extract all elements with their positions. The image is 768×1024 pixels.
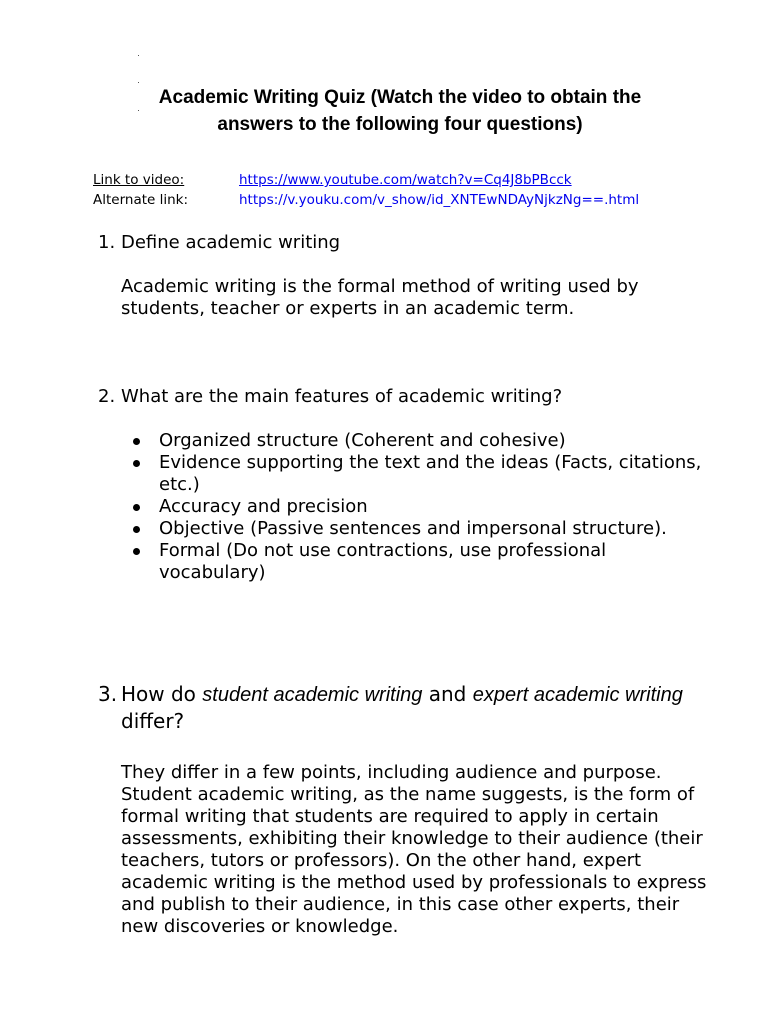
question-text-part: and [422,682,473,706]
question-number: 3. [98,682,118,706]
video-link[interactable]: https://www.youtube.com/watch?v=Cq4J8bPBcck [239,172,572,188]
question-text-part: How do [121,682,203,706]
question-number: 2. [98,386,116,407]
list-item: Objective (Passive sentences and impersonal structure). [121,518,708,540]
list-item: Organized structure (Coherent and cohesive) [121,430,708,452]
question-3 [98,681,708,938]
links-block [93,170,639,210]
question-number: 1. [98,232,116,253]
question-text: What are the main features of academic writing? [121,386,563,407]
alternate-link-label: Alternate link: [93,192,189,208]
answer-text: They differ in a few points, including audience and purpose. Student academic writing, as the name suggests, is the form of formal writing that students are required to apply in certain assessments, exhibiting their knowledge to their audience (their teachers, tutors or professors). On the other hand, expert academic writing is the method used by professionals to express and publish to their audience, in this case other experts, their new discoveries or knowledge. [121,762,707,937]
page-title: Academic Writing Quiz (Watch the video to obtain the answers to the following four questions) [158,87,642,135]
stray-mark [138,82,139,83]
list-item: Evidence supporting the text and the ideas (Facts, citations, etc.) [121,452,708,496]
question-text-emphasis: student academic writing [202,684,423,706]
feature-list [121,430,708,584]
answer-text: Academic writing is the formal method of writing used by students, teacher or experts in an academic term. [121,276,639,319]
question-text-emphasis: expert academic writing [472,684,683,706]
video-link-row [93,170,639,190]
alternate-link-row [93,190,639,210]
stray-mark [138,55,139,56]
list-item: Formal (Do not use contractions, use professional vocabulary) [121,540,708,584]
video-link-label: Link to video: [93,172,185,188]
question-text: Define academic writing [121,232,341,253]
list-item: Accuracy and precision [121,496,708,518]
question-1 [98,232,708,320]
question-2 [98,386,708,584]
question-text [121,681,708,734]
question-text-part: differ? [121,709,185,733]
alternate-link[interactable]: https://v.youku.com/v_show/id_XNTEwNDAyNjkzNg==.html [239,192,640,208]
